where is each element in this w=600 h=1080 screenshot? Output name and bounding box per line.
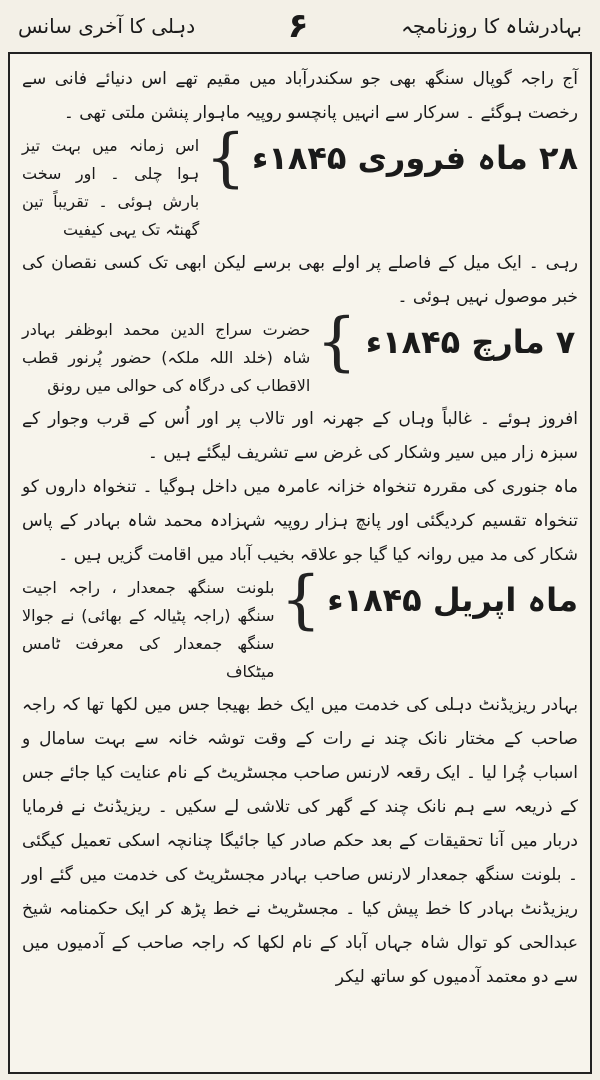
text-frame [8, 52, 592, 1074]
entry-note: اس زمانہ میں بہت تیز ہوا چلی ۔ اور سخت بارش ہوئی ۔ تقریباً تین گھنٹہ تک یہی کیفیت [22, 136, 200, 239]
paragraph-5: بہادر ریزیڈنٹ دہلی کی خدمت میں ایک خط بھیجا جس میں لکھا تھا کہ راجہ صاحب کے مختار نانک چند نے رات کے وقت توشہ خانہ سے بہت سامال و اسباب چُرا لیا ۔ ایک رقعہ لارنس صاحب مجسٹریٹ کے نام عنایت کیا جائے جس کے ذریعہ سے ہم نانک چند کے گھر کی تلاشی لے سکیں ۔ ریزیڈنٹ نے فرمایا دربار میں آنا تحقیقات کے بعد حکم صادر کیا جائیگا چنانچہ اسکی تعمیل کیگئی ۔ بلونت سنگھ جمعدار لارنس صاحب بہادر مجسٹریٹ کی خدمت میں گئے اور ریزیڈنٹ بہادر کا خط پیش کیا ۔ مجسٹریٹ نے خط پڑھ کر ایک حکمنامہ شیخ عبدالحی کو توال شاہ جہاں آباد کے نام لکھا کہ راجہ صاحب کے آدمیوں میں سے دو معتمد آدمیوں کو ساتھ لیکر [22, 695, 578, 987]
entry-date: ماہ اپریل ۱۸۴۵ء [327, 581, 578, 619]
diary-entry-march [22, 305, 578, 400]
entry-note: بلونت سنگھ جمعدار ، راجہ اجیت سنگھ (راجہ پٹیالہ کے بھائی) نے جوالا سنگھ جمعدار کی معرفت ٹامس میٹکاف [22, 578, 275, 681]
page-number: ۶ [287, 6, 309, 46]
page-body [22, 62, 578, 1064]
brace-icon: } [205, 121, 246, 195]
brace-icon: } [280, 563, 322, 637]
brace-icon: } [316, 305, 357, 379]
diary-entry-feb [22, 121, 578, 244]
entry-date: ۲۸ ماہ فروری ۱۸۴۵ء [251, 139, 578, 177]
paragraph-1: آج راجہ گوپال سنگھ بھی جو سکندرآباد میں مقیم تھے اس دنیائے فانی سے رخصت ہوگئے ۔ سرکار سے انہیں پانچسو روپیہ ماہوار پنشن ملتی تھی ۔ [22, 69, 578, 123]
diary-entry-april [22, 563, 578, 686]
paragraph-3: افروز ہوئے ۔ غالباً وہاں کے جھرنہ اور تالاب پر اور اُس کے قرب وجوار کے سبزہ زار میں سیر وشکار کی غرض سے تشریف لیگئے ہیں ۔ [22, 409, 578, 463]
paragraph-2: رہی ۔ ایک میل کے فاصلے پر اولے بھی برسے لیکن ابھی تک کسی نقصان کی خبر موصول نہیں ہوئی ۔ [22, 253, 578, 307]
entry-date: ۷ مارچ ۱۸۴۵ء [365, 323, 576, 361]
entry-note: حضرت سراج الدین محمد ابوظفر بہادر شاہ (خلد اللہ ملکہ) حضور پُرنور قطب الاقطاب کی درگاہ کی حوالی میں رونق [22, 320, 311, 395]
page-header [0, 0, 600, 52]
paragraph-4: ماہ جنوری کی مقررہ تنخواہ خزانہ عامرہ میں داخل ہوگیا ۔ تنخواہ داروں کو تنخواہ تقسیم کردیگئی اور پانچ ہزار روپیہ شہزادہ محمد شاہ بہادر کے پاس شکار کی مد میں روانہ کیا گیا جو علاقہ بخیب آباد میں اقامت گزیں ہیں ۔ [22, 477, 578, 565]
section-title: دہلی کا آخری سانس [18, 14, 196, 38]
book-title: بہادرشاہ کا روزنامچہ [401, 14, 582, 38]
